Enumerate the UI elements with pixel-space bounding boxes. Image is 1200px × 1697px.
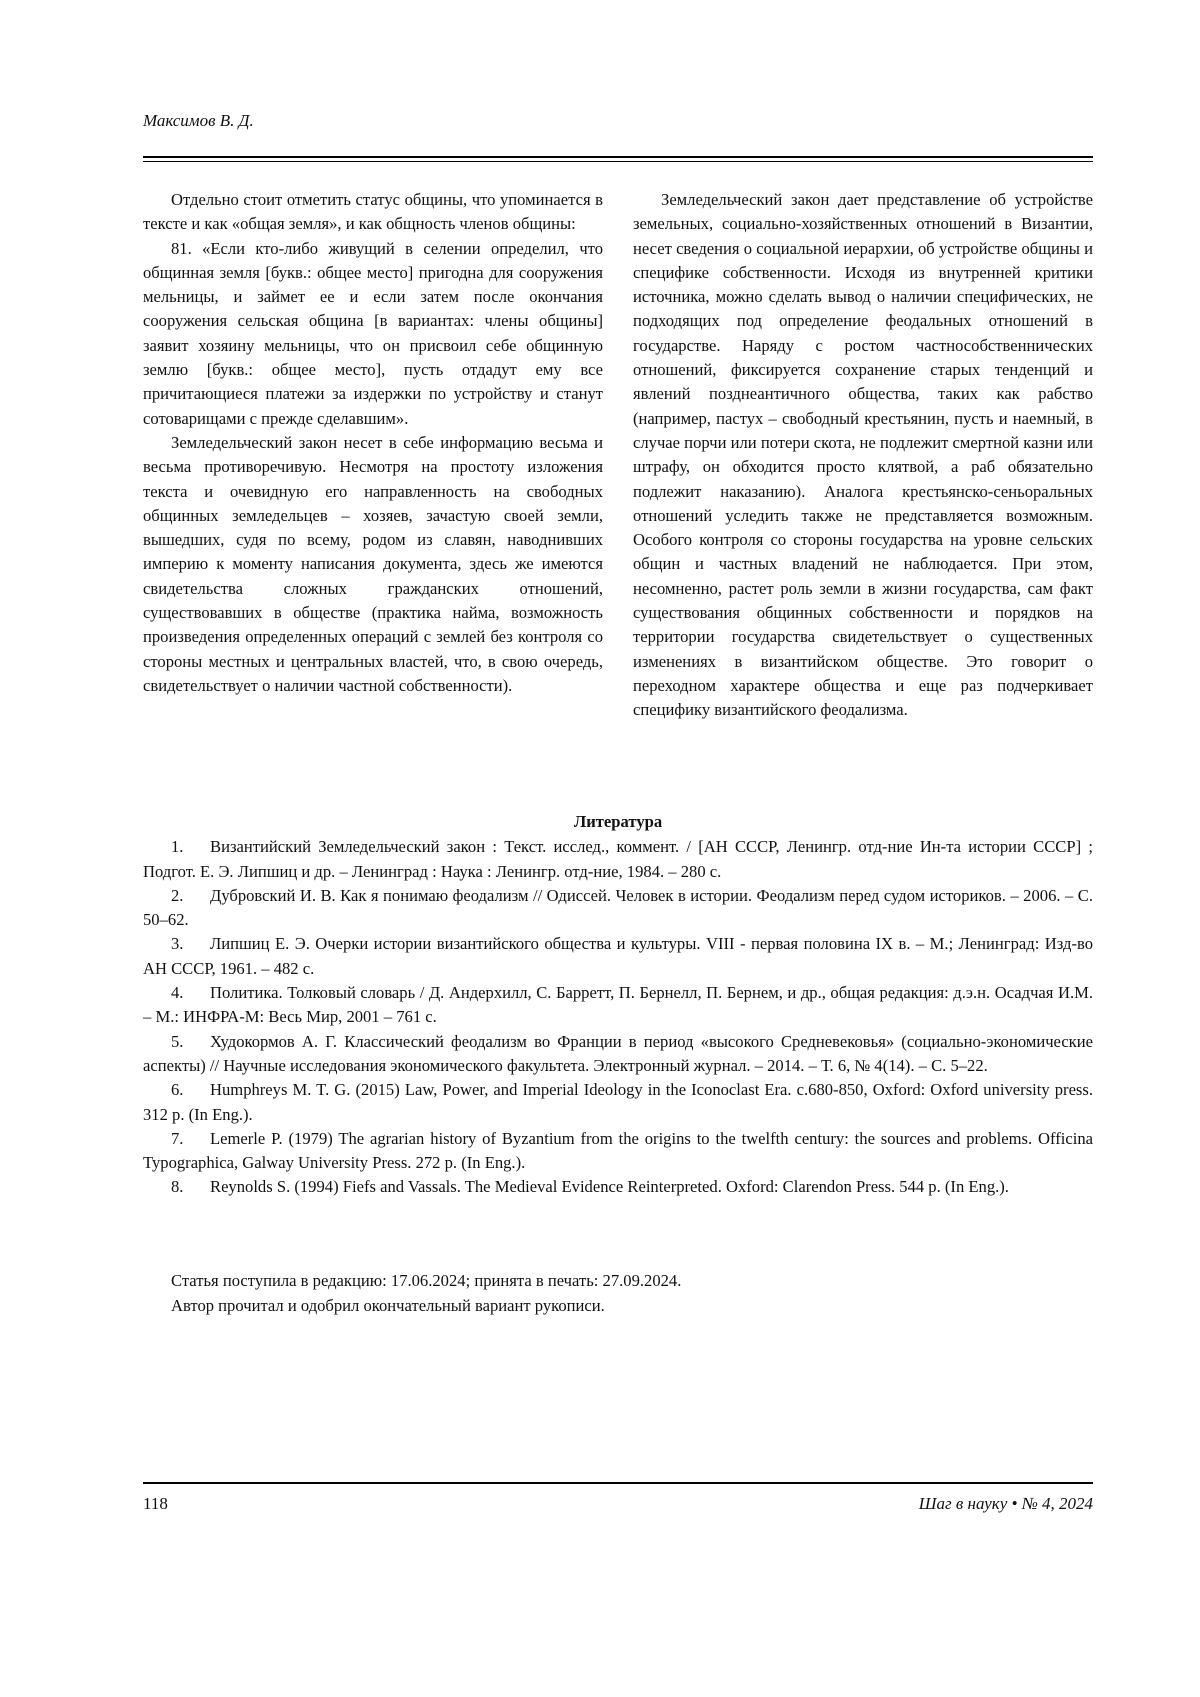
reference-item: [143, 884, 1093, 933]
paragraph: Отдельно стоит отметить статус общины, что упоминается в тексте и как «общая земля», и как общность членов общины:: [143, 190, 603, 234]
references-section: [143, 810, 1093, 1200]
reference-number: 1.: [171, 837, 184, 857]
reference-item: [143, 981, 1093, 1030]
header-rule-thin: [143, 161, 1093, 162]
reference-text: Липшиц Е. Э. Очерки истории византийского общества и культуры. VIII - первая половина IX в. – М.; Ленинград: Изд-во АН СССР, 1961. – 482 с.: [143, 934, 1093, 978]
left-column: [143, 188, 603, 723]
reference-item: [143, 1030, 1093, 1079]
reference-number: 6.: [171, 1080, 184, 1100]
reference-item: [143, 1175, 1093, 1199]
journal-info: Шаг в науку • № 4, 2024: [918, 1494, 1093, 1513]
reference-number: 5.: [171, 1031, 184, 1051]
reference-text: Lemerle P. (1979) The agrarian history of Byzantium from the origins to the twelfth century: the sources and problems. Officina Typographica, Galway University Press. 272 p. (In Eng.).: [143, 1128, 1093, 1173]
reference-text: Дубровский И. В. Как я понимаю феодализм // Одиссей. Человек в истории. Феодализм перед судом историков. – 2006. – С. 50–62.: [143, 885, 1093, 930]
reference-number: 8.: [171, 1177, 184, 1197]
paragraph: Земледельческий закон несет в себе информацию весьма и весьма противоречивую. Несмотря на простоту изложения текста и очевидную его направленность на свободных общинных земледельцев – хозяев, зачастую своей земли, вышедших, судя по всему, родом из славян, наводнивших империю к моменту написания документа, здесь же имеются свидетельства сложных гражданских отношений, существовавших в обществе (практика найма, возможность произведения определенных операций с землей без контроля со стороны местных и центральных властей, что, в свою очередь, свидетельствует о наличии частной собственности).: [143, 432, 603, 695]
received-note: Статья поступила в редакцию: 17.06.2024; принята в печать: 27.09.2024.: [171, 1271, 682, 1290]
body-columns: [143, 188, 1093, 723]
reference-item: [143, 835, 1093, 884]
reference-text: Политика. Толковый словарь / Д. Андерхилл, С. Барретт, П. Бернелл, П. Бернем, и др., общая редакция: д.э.н. Осадчая И.М. – М.: ИНФРА-М: Весь Мир, 2001 – 761 с.: [143, 983, 1093, 1027]
paragraph: Земледельческий закон дает представление об устройстве земельных, социально-хозяйственных отношений в Византии, несет сведения о социальной иерархии, об устройстве общины и специфике собственности. Исходя из внутренней критики источника, можно сделать вывод о наличии специфических, не подходящих под определение феодальных отношений в государстве. Наряду с ростом частнособственнических отношений, фиксируется сохранение старых тенденций и явлений позднеантичного общества, таких как рабство (например, пастух – свободный крестьянин, пусть и наемный, в случае порчи или потери скота, не подлежит смертной казни или штрафу, он обходится просто клятвой, а раб обязательно подлежит наказанию). Аналога крестьянско-сеньоральных отношений уследить также не представляется возможным. Особого контроля со стороны государства на уровне сельских общин и частных владений не наблюдается. При этом, несомненно, растет роль земли в жизни государства, сам факт существования общинных собственности и порядков на территории государства свидетельствует о существенных изменениях в византийском обществе. Это говорит о переходном характере общества и еще раз подчеркивает специфику византийского феодализма.: [633, 190, 1093, 720]
running-head-author: Максимов В. Д.: [143, 111, 254, 130]
references-title: Литература: [573, 812, 663, 831]
header-rule: [143, 156, 1093, 158]
footer-rule: [143, 1482, 1093, 1484]
reference-text: Reynolds S. (1994) Fiefs and Vassals. The Medieval Evidence Reinterpreted. Oxford: Clarendon Press. 544 p. (In Eng.).: [210, 1177, 1009, 1197]
page-number: 118: [143, 1494, 168, 1513]
reference-item: [143, 932, 1093, 981]
right-column: [633, 188, 1093, 723]
reference-text: Humphreys M. T. G. (2015) Law, Power, and Imperial Ideology in the Iconoclast Era. c.680-850, Oxford: Oxford university press. 312 p. (In Eng.).: [143, 1080, 1093, 1124]
reference-text: Византийский Земледельческий закон : Текст. исслед., коммент. / [АН СССР, Ленингр. отд-ние Ин-та истории СССР] ; Подгот. Е. Э. Липшиц и др. – Ленинград : Наука : Ленингр. отд-ние, 1984. – 280 с.: [143, 837, 1093, 881]
reference-number: 2.: [171, 885, 184, 905]
paragraph: 81. «Если кто-либо живущий в селении определил, что общинная земля [букв.: общее место] пригодна для сооружения мельницы, и займет ее и если затем после окончания сооружения сельская община [в вариантах: члены общины] заявит хозяину мельницы, что он присвоил себе общинную землю [букв.: общее место], пусть отдадут ему все причитающиеся платежи за издержки по устройству и станут сотоварищами с прежде сделавшим».: [143, 238, 603, 428]
reference-number: 7.: [171, 1128, 184, 1148]
reference-text: Худокормов А. Г. Классический феодализм во Франции в период «высокого Средневековья» (социально-экономические аспекты) // Научные исследования экономического факультета. Электронный журнал. – 2014. – Т. 6, № 4(14). – С. 5–22.: [143, 1031, 1093, 1075]
article-notes: [171, 1268, 681, 1318]
reference-item: [143, 1127, 1093, 1176]
reference-number: 4.: [171, 983, 184, 1003]
reference-item: [143, 1078, 1093, 1127]
reference-number: 3.: [171, 934, 184, 954]
approved-note: Автор прочитал и одобрил окончательный вариант рукописи.: [171, 1296, 605, 1315]
